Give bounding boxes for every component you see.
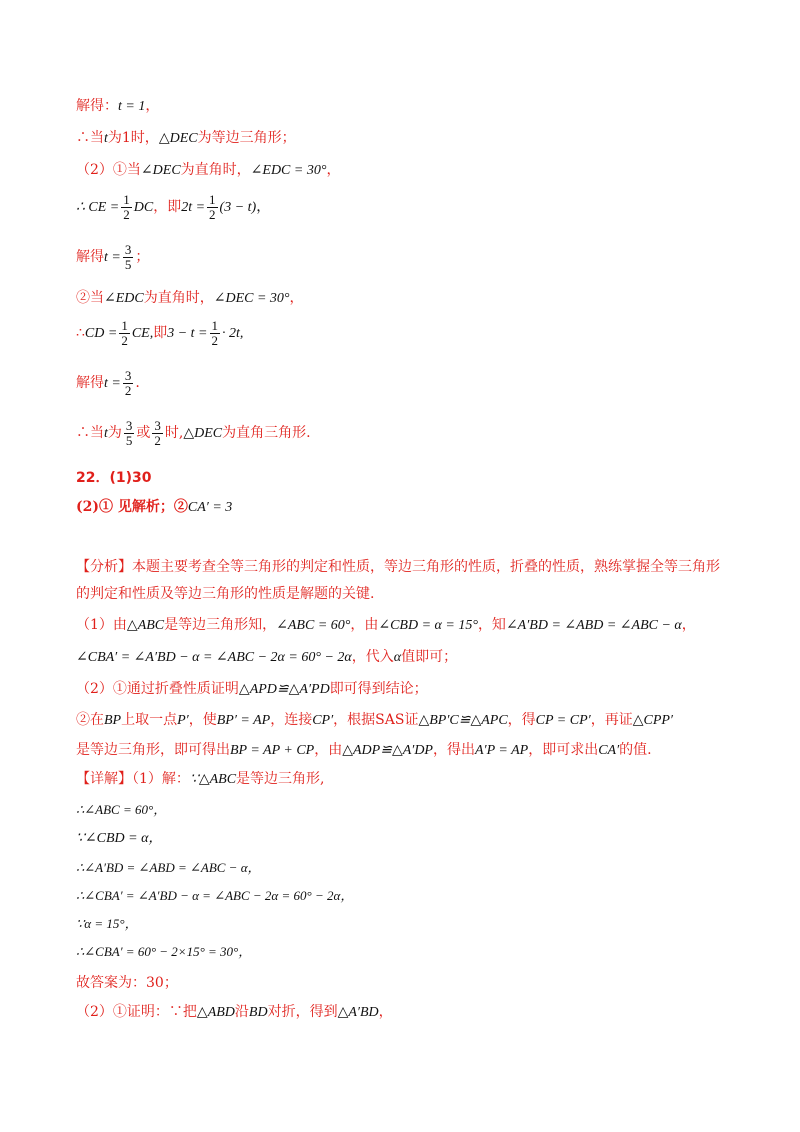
math: CP′ bbox=[312, 713, 334, 728]
text: 为1时， bbox=[107, 130, 159, 146]
fraction-three-halves bbox=[152, 419, 163, 448]
text: ，即可求出 bbox=[528, 742, 599, 758]
text: 为直角时， bbox=[143, 290, 214, 306]
math: ∠ABC = 60° bbox=[276, 618, 351, 633]
text: ，由 bbox=[314, 742, 343, 758]
solution-line-7 bbox=[76, 318, 243, 349]
fraction-three-fifths bbox=[123, 243, 134, 272]
math: A′P = AP bbox=[475, 743, 529, 758]
text: ，使 bbox=[188, 712, 217, 728]
math: △CPP′ bbox=[632, 713, 673, 728]
text: ，知 bbox=[477, 617, 506, 633]
text: 解得 bbox=[76, 249, 104, 265]
detail-step-3: ∴∠A′BD = ∠ABD = ∠ABC − α， bbox=[76, 860, 261, 875]
text: ②在 bbox=[76, 712, 104, 728]
math: CA′ bbox=[598, 743, 620, 758]
math: P′ bbox=[177, 713, 189, 728]
numerator: 1 bbox=[209, 191, 216, 207]
solution-line-3 bbox=[76, 160, 340, 181]
numerator: 3 bbox=[124, 241, 132, 257]
solution-line-5 bbox=[76, 242, 149, 273]
text: 为直角三角形. bbox=[222, 425, 311, 441]
solution-line-8 bbox=[76, 368, 140, 399]
math: BD bbox=[248, 1005, 268, 1020]
numerator: 3 bbox=[124, 367, 132, 383]
math: α bbox=[393, 650, 402, 665]
math: ∠DEC = 30° bbox=[213, 291, 290, 306]
math: 3 − t = bbox=[167, 326, 208, 341]
solution-line-9 bbox=[76, 418, 311, 449]
analysis-part-2-3 bbox=[76, 740, 652, 761]
answer-22-part-2 bbox=[76, 497, 232, 518]
detail-step-5: ∵α = 15°， bbox=[76, 916, 138, 931]
math: t = 1 bbox=[118, 99, 146, 114]
text: ，再证 bbox=[590, 712, 633, 728]
math: (3 − t) bbox=[219, 200, 257, 215]
detail-heading bbox=[76, 769, 325, 790]
text: 是等边三角形知， bbox=[164, 617, 277, 633]
text: 即 bbox=[153, 325, 168, 341]
math: t bbox=[104, 426, 108, 441]
math: ∴ CE = bbox=[76, 200, 120, 215]
analysis-summary: 【分析】本题主要考查全等三角形的判定和性质，等边三角形的性质，折叠的性质，熟练掌握全等三角形的判定和性质及等边三角形的性质是解题的关键. bbox=[76, 559, 720, 602]
math: DC bbox=[133, 200, 154, 215]
analysis-part-1 bbox=[76, 615, 696, 636]
text: 解得 bbox=[76, 375, 104, 391]
math: △APD≌△A′PD bbox=[238, 682, 330, 697]
math: △DEC bbox=[183, 426, 223, 441]
math: △ADP≌△A′DP bbox=[342, 743, 433, 758]
text: （2）①通过折叠性质证明 bbox=[76, 681, 239, 697]
text: 为直角时， bbox=[180, 162, 251, 178]
math: △A′BD bbox=[337, 1005, 379, 1020]
numerator: 1 bbox=[123, 191, 130, 207]
detail-part-2 bbox=[76, 1002, 393, 1023]
answer-22-part-1 bbox=[76, 468, 152, 488]
text: ， bbox=[145, 98, 160, 114]
math: ∠A′BD = ∠ABD = ∠ABC − α bbox=[505, 618, 682, 633]
text: ∴当 bbox=[76, 130, 104, 146]
text: （2）①当 bbox=[76, 162, 141, 178]
math: t = bbox=[104, 250, 121, 265]
text: 是等边三角形, bbox=[236, 771, 325, 787]
text: ，根据SAS证 bbox=[333, 712, 419, 728]
text: ， bbox=[326, 162, 341, 178]
math: BP′ = AP bbox=[216, 713, 271, 728]
detail-answer: 故答案为：30； bbox=[76, 975, 178, 991]
math: △ABC bbox=[126, 618, 165, 633]
math: CP = CP′ bbox=[535, 713, 591, 728]
denominator: 2 bbox=[209, 206, 216, 222]
text: 解得： bbox=[76, 98, 118, 114]
math: t bbox=[104, 131, 108, 146]
denominator: 2 bbox=[123, 206, 130, 222]
fraction-half bbox=[210, 319, 221, 348]
denominator: 2 bbox=[121, 332, 128, 348]
math: ∠CBD = α = 15° bbox=[378, 618, 478, 633]
math: △BP′C≌△APC bbox=[418, 713, 508, 728]
math: ∠EDC bbox=[104, 291, 144, 306]
text: 22．(1)30 bbox=[76, 470, 152, 486]
text: ， bbox=[378, 1004, 393, 1020]
text: 即可得到结论； bbox=[329, 681, 428, 697]
text: 对折，得到 bbox=[267, 1004, 338, 1020]
solution-line-6 bbox=[76, 288, 304, 309]
fraction-half bbox=[121, 193, 132, 222]
math: ∠EDC = 30° bbox=[250, 163, 327, 178]
text: 的值. bbox=[619, 742, 652, 758]
analysis-part-2-1 bbox=[76, 679, 428, 700]
text: ∴当 bbox=[76, 425, 104, 441]
text: 为等边三角形； bbox=[197, 130, 296, 146]
text: 或 bbox=[136, 425, 151, 441]
detail-step-6: ∴∠CBA′ = 60° − 2×15° = 30°， bbox=[76, 944, 252, 959]
denominator: 5 bbox=[124, 256, 132, 272]
math: ∠CBA′ = ∠A′BD − α = ∠ABC − 2α = 60° − 2α bbox=[76, 650, 352, 665]
math: CD = bbox=[84, 326, 118, 341]
math: CA′ = 3 bbox=[187, 500, 233, 515]
numerator: 1 bbox=[121, 317, 128, 333]
text: ， bbox=[289, 290, 304, 306]
text: 为 bbox=[107, 425, 122, 441]
text: 值即可； bbox=[401, 649, 458, 665]
analysis-part-1-cont bbox=[76, 647, 457, 668]
solution-line-1 bbox=[76, 96, 159, 117]
math: △DEC bbox=[158, 131, 198, 146]
text: ， bbox=[681, 617, 696, 633]
fraction-half bbox=[119, 319, 130, 348]
text: ，即 bbox=[153, 199, 182, 215]
solution-line-4 bbox=[76, 192, 270, 223]
text: ②当 bbox=[76, 290, 104, 306]
text: 上取一点 bbox=[121, 712, 178, 728]
math: · 2t, bbox=[222, 326, 244, 341]
text: ； bbox=[135, 249, 150, 265]
numerator: 3 bbox=[154, 417, 161, 433]
text: 是等边三角形，即可得出 bbox=[76, 742, 230, 758]
text: （2）①证明：∵把 bbox=[76, 1004, 197, 1020]
text: ，代入 bbox=[351, 649, 394, 665]
math: BP = AP + CP bbox=[230, 743, 315, 758]
text: ∴ bbox=[76, 325, 85, 341]
text: ，连接 bbox=[270, 712, 313, 728]
denominator: 5 bbox=[125, 432, 133, 448]
text: ，得 bbox=[507, 712, 536, 728]
detail-step-1: ∴∠ABC = 60°， bbox=[76, 802, 167, 817]
denominator: 2 bbox=[124, 382, 132, 398]
text: 沿 bbox=[234, 1004, 249, 1020]
fraction-half bbox=[207, 193, 218, 222]
denominator: 2 bbox=[154, 432, 161, 448]
text: （1）由 bbox=[76, 617, 127, 633]
fraction-three-halves bbox=[123, 369, 134, 398]
text: ，得出 bbox=[433, 742, 475, 758]
analysis-part-2-2 bbox=[76, 710, 673, 731]
math: ∵△ABC bbox=[189, 772, 237, 787]
detail-step-4: ∴∠CBA′ = ∠A′BD − α = ∠ABC − 2α = 60° − 2α， bbox=[76, 888, 354, 903]
detail-step-2: ∵∠CBD = α， bbox=[76, 831, 163, 846]
denominator: 2 bbox=[211, 332, 219, 348]
math: CE, bbox=[131, 326, 154, 341]
math: 2t = bbox=[181, 200, 206, 215]
numerator: 1 bbox=[211, 317, 219, 333]
text: (2)① 见解析；② bbox=[76, 499, 188, 515]
text: 时, bbox=[164, 425, 184, 441]
text: ， bbox=[256, 199, 271, 215]
math: △ABD bbox=[196, 1005, 235, 1020]
math: ∠DEC bbox=[140, 163, 181, 178]
text: ，由 bbox=[350, 617, 379, 633]
solution-line-2 bbox=[76, 128, 296, 149]
analysis-paragraph bbox=[76, 554, 726, 608]
text: . bbox=[135, 375, 140, 391]
math: t = bbox=[104, 376, 121, 391]
math: BP bbox=[104, 713, 122, 728]
text: 【详解】（1）解： bbox=[76, 771, 190, 787]
numerator: 3 bbox=[125, 417, 133, 433]
fraction-three-fifths bbox=[124, 419, 135, 448]
